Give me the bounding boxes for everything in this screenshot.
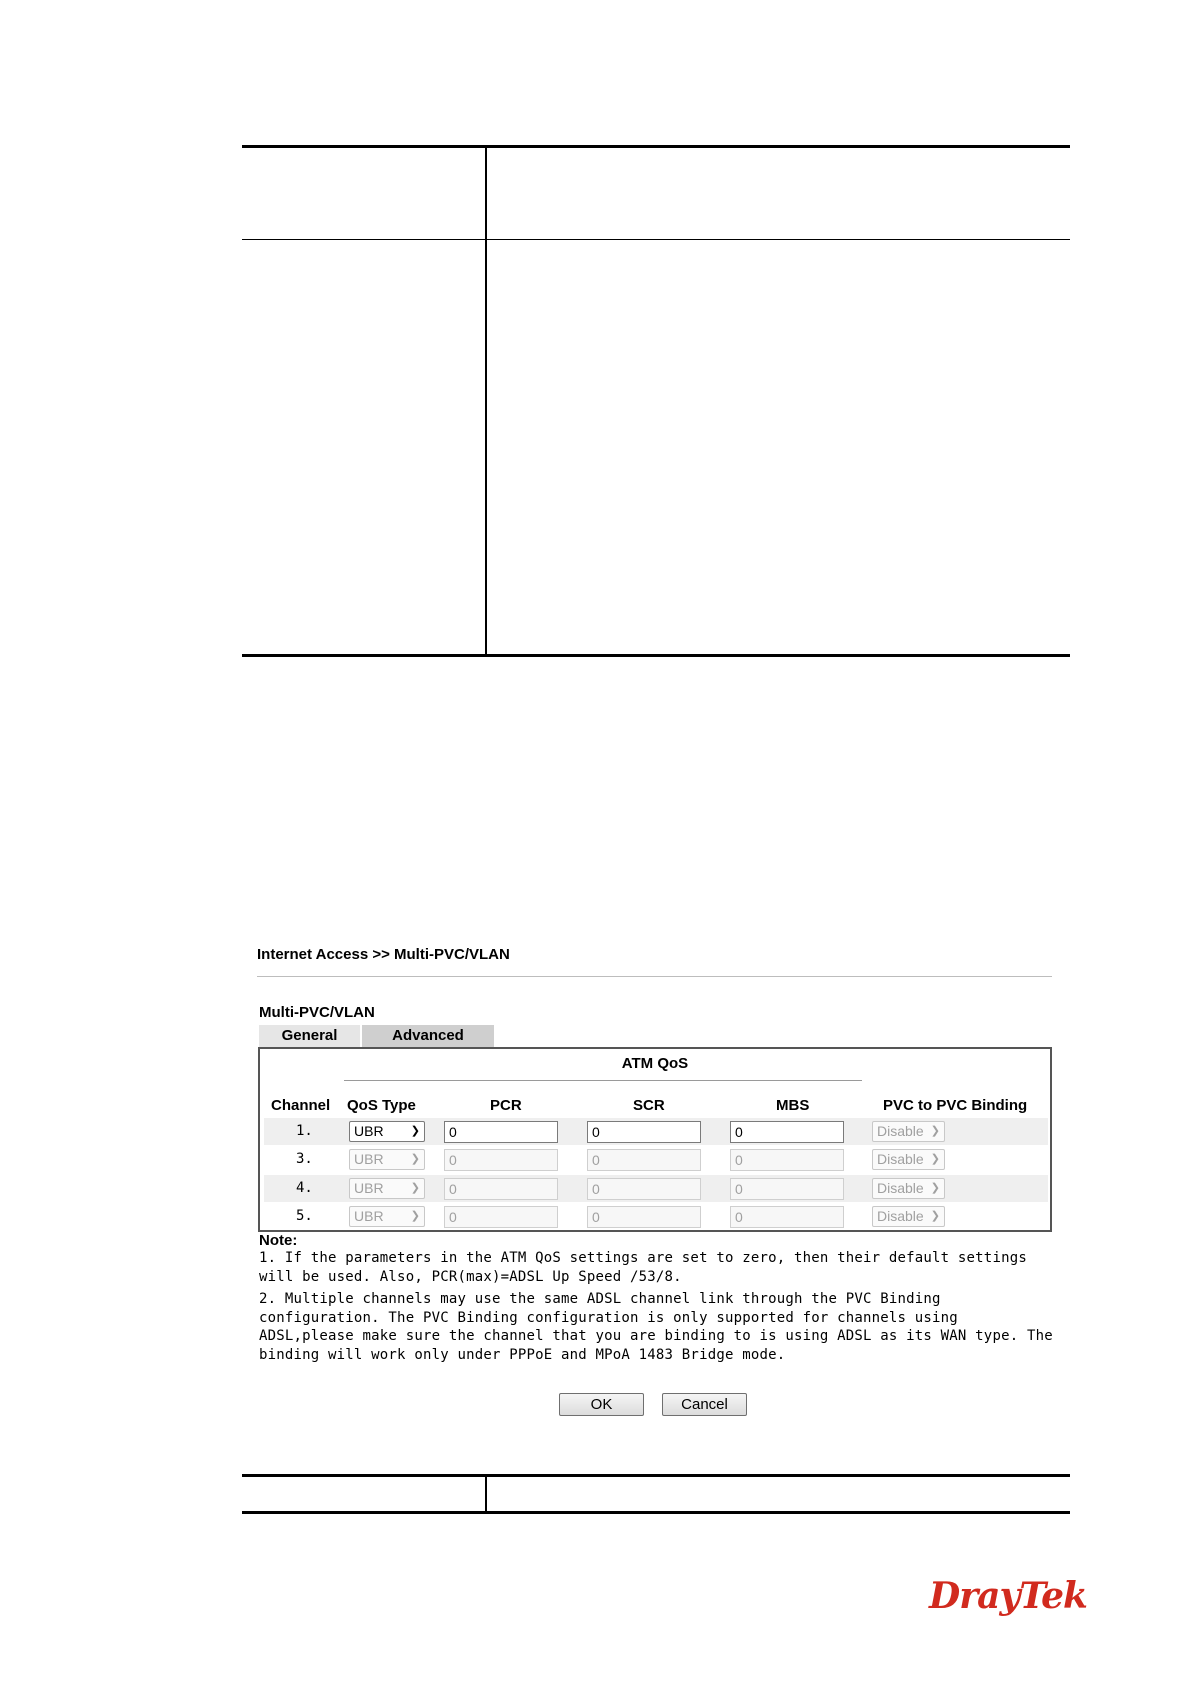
pvc-binding-select[interactable] [872, 1178, 945, 1199]
table-row-divider [242, 239, 1070, 240]
scr-input[interactable]: 0 [587, 1178, 701, 1200]
header-channel: Channel [271, 1097, 331, 1114]
pcr-input[interactable]: 0 [444, 1121, 558, 1143]
pcr-input[interactable]: 0 [444, 1178, 558, 1200]
pvc-binding-value: Disable [877, 1180, 924, 1196]
chevron-down-icon: ❯ [930, 1182, 940, 1194]
header-mbs: MBS [776, 1097, 810, 1114]
atm-qos-divider [344, 1080, 862, 1081]
scr-input[interactable]: 0 [587, 1206, 701, 1228]
table-row [264, 1203, 1048, 1230]
channel-number: 5. [296, 1208, 313, 1224]
tab-advanced[interactable]: Advanced [362, 1025, 494, 1047]
scr-input[interactable]: 0 [587, 1149, 701, 1171]
breadcrumb: Internet Access >> Multi-PVC/VLAN [257, 946, 510, 963]
chevron-down-icon: ❯ [930, 1125, 940, 1137]
chevron-down-icon: ❯ [930, 1210, 940, 1222]
table-row [264, 1175, 1048, 1202]
qos-type-select[interactable] [349, 1206, 425, 1227]
section-title: Multi-PVC/VLAN [259, 1004, 375, 1021]
doc-table-bottom [242, 1474, 1070, 1514]
table-column-divider [485, 148, 487, 654]
note-label: Note: [259, 1232, 298, 1249]
ok-button[interactable]: OK [559, 1393, 644, 1416]
tab-general[interactable]: General [259, 1025, 362, 1047]
pvc-binding-value: Disable [877, 1123, 924, 1139]
chevron-down-icon: ❯ [410, 1182, 420, 1194]
qos-type-value: UBR [354, 1151, 384, 1167]
chevron-down-icon: ❯ [930, 1153, 940, 1165]
pvc-binding-select[interactable] [872, 1121, 945, 1142]
header-pcr: PCR [490, 1097, 522, 1114]
note-item-2: 2. Multiple channels may use the same ADSL channel link through the PVC Binding configuration. The PVC Binding configuration is only supported for channels using ADSL,please make sure the channel that you are binding to is using ADSL as its WAN type. The binding will work only under PPPoE and MPoA 1483 Bridge mode. [259, 1291, 1053, 1363]
chevron-down-icon: ❯ [410, 1153, 420, 1165]
mbs-input[interactable]: 0 [730, 1149, 844, 1171]
pvc-binding-select[interactable] [872, 1149, 945, 1170]
qos-type-select[interactable] [349, 1149, 425, 1170]
mbs-input[interactable]: 0 [730, 1178, 844, 1200]
tab-bar [259, 1025, 494, 1047]
pvc-binding-value: Disable [877, 1208, 924, 1224]
atm-qos-title: ATM QoS [621, 1055, 689, 1072]
qos-type-value: UBR [354, 1123, 384, 1139]
pvc-binding-value: Disable [877, 1151, 924, 1167]
table-column-divider [485, 1477, 487, 1511]
cancel-button[interactable]: Cancel [662, 1393, 747, 1416]
mbs-input[interactable]: 0 [730, 1121, 844, 1143]
table-row [264, 1146, 1048, 1173]
note-section [259, 1232, 1059, 1364]
doc-table-top [242, 145, 1070, 657]
note-item-1: 1. If the parameters in the ATM QoS settings are set to zero, then their default settings will be used. Also, PCR(max)=ADSL Up Speed /53/8. [259, 1250, 1027, 1285]
header-pvc-binding: PVC to PVC Binding [883, 1097, 1028, 1114]
qos-type-select[interactable] [349, 1121, 425, 1142]
channel-number: 4. [296, 1180, 313, 1196]
chevron-down-icon: ❯ [410, 1210, 420, 1222]
mbs-input[interactable]: 0 [730, 1206, 844, 1228]
scr-input[interactable]: 0 [587, 1121, 701, 1143]
channel-number: 3. [296, 1151, 313, 1167]
header-qos-type: QoS Type [347, 1097, 416, 1114]
pcr-input[interactable]: 0 [444, 1149, 558, 1171]
atm-qos-panel [258, 1047, 1052, 1232]
channel-number: 1. [296, 1123, 313, 1139]
table-row [264, 1118, 1048, 1145]
qos-type-value: UBR [354, 1208, 384, 1224]
header-scr: SCR [633, 1097, 665, 1114]
pvc-binding-select[interactable] [872, 1206, 945, 1227]
draytek-logo: DrayTek [929, 1575, 1087, 1617]
breadcrumb-divider [257, 976, 1052, 977]
pcr-input[interactable]: 0 [444, 1206, 558, 1228]
qos-type-value: UBR [354, 1180, 384, 1196]
chevron-down-icon: ❯ [410, 1125, 420, 1137]
qos-type-select[interactable] [349, 1178, 425, 1199]
